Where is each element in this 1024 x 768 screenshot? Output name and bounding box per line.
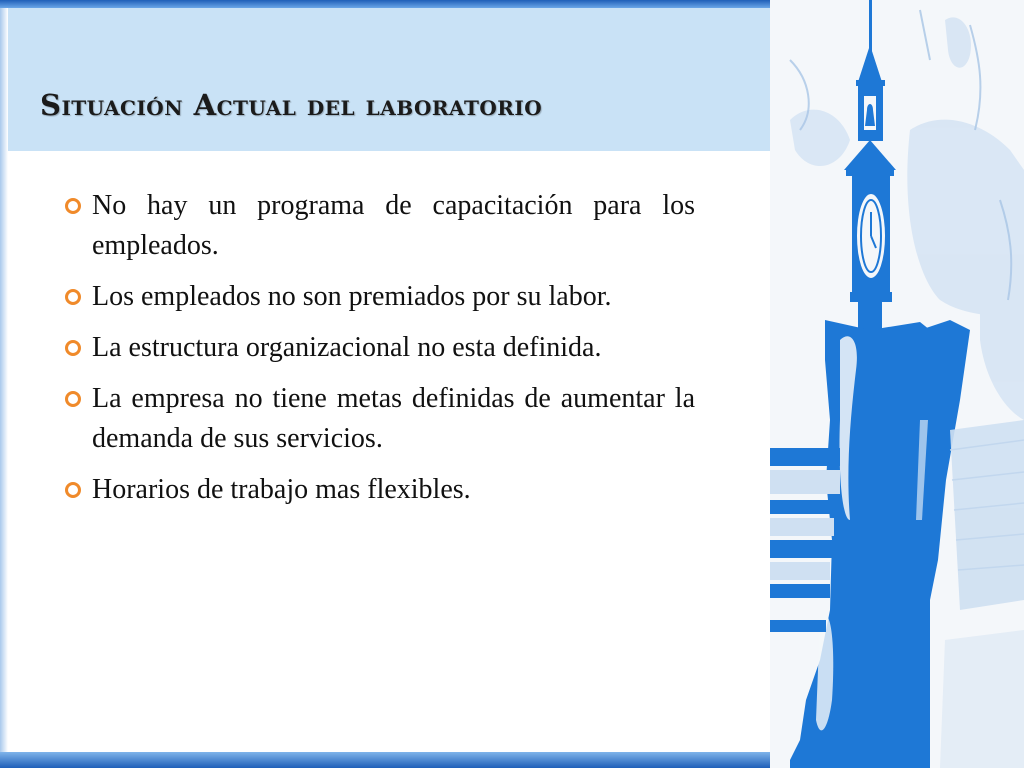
left-edge: [0, 8, 8, 752]
slide-content: [60, 186, 695, 521]
bullet-item: [60, 277, 695, 317]
bullet-item: [60, 328, 695, 368]
bottom-stripe: [0, 752, 770, 768]
bullet-circle-icon: [65, 198, 81, 214]
slide-title: Situación Actual del laboratorio: [40, 88, 543, 122]
bullet-item: [60, 186, 695, 266]
bullet-item: [60, 379, 695, 459]
decorative-art-panel: [770, 0, 1024, 768]
bullet-item: [60, 470, 695, 510]
bullet-circle-icon: [65, 340, 81, 356]
clock-tower-icon: [770, 0, 1024, 768]
bullet-list: [60, 186, 695, 510]
bullet-text: Los empleados no son premiados por su labor.: [92, 281, 612, 312]
bullet-circle-icon: [65, 391, 81, 407]
bullet-circle-icon: [65, 482, 81, 498]
title-band: [8, 8, 770, 151]
bullet-text: La estructura organizacional no esta definida.: [92, 332, 602, 363]
bullet-circle-icon: [65, 289, 81, 305]
bullet-text: No hay un programa de capacitación para los empleados.: [92, 190, 695, 261]
bullet-text: La empresa no tiene metas definidas de aumentar la demanda de sus servicios.: [92, 383, 695, 454]
bullet-text: Horarios de trabajo mas flexibles.: [92, 474, 471, 505]
top-stripe: [0, 0, 770, 8]
